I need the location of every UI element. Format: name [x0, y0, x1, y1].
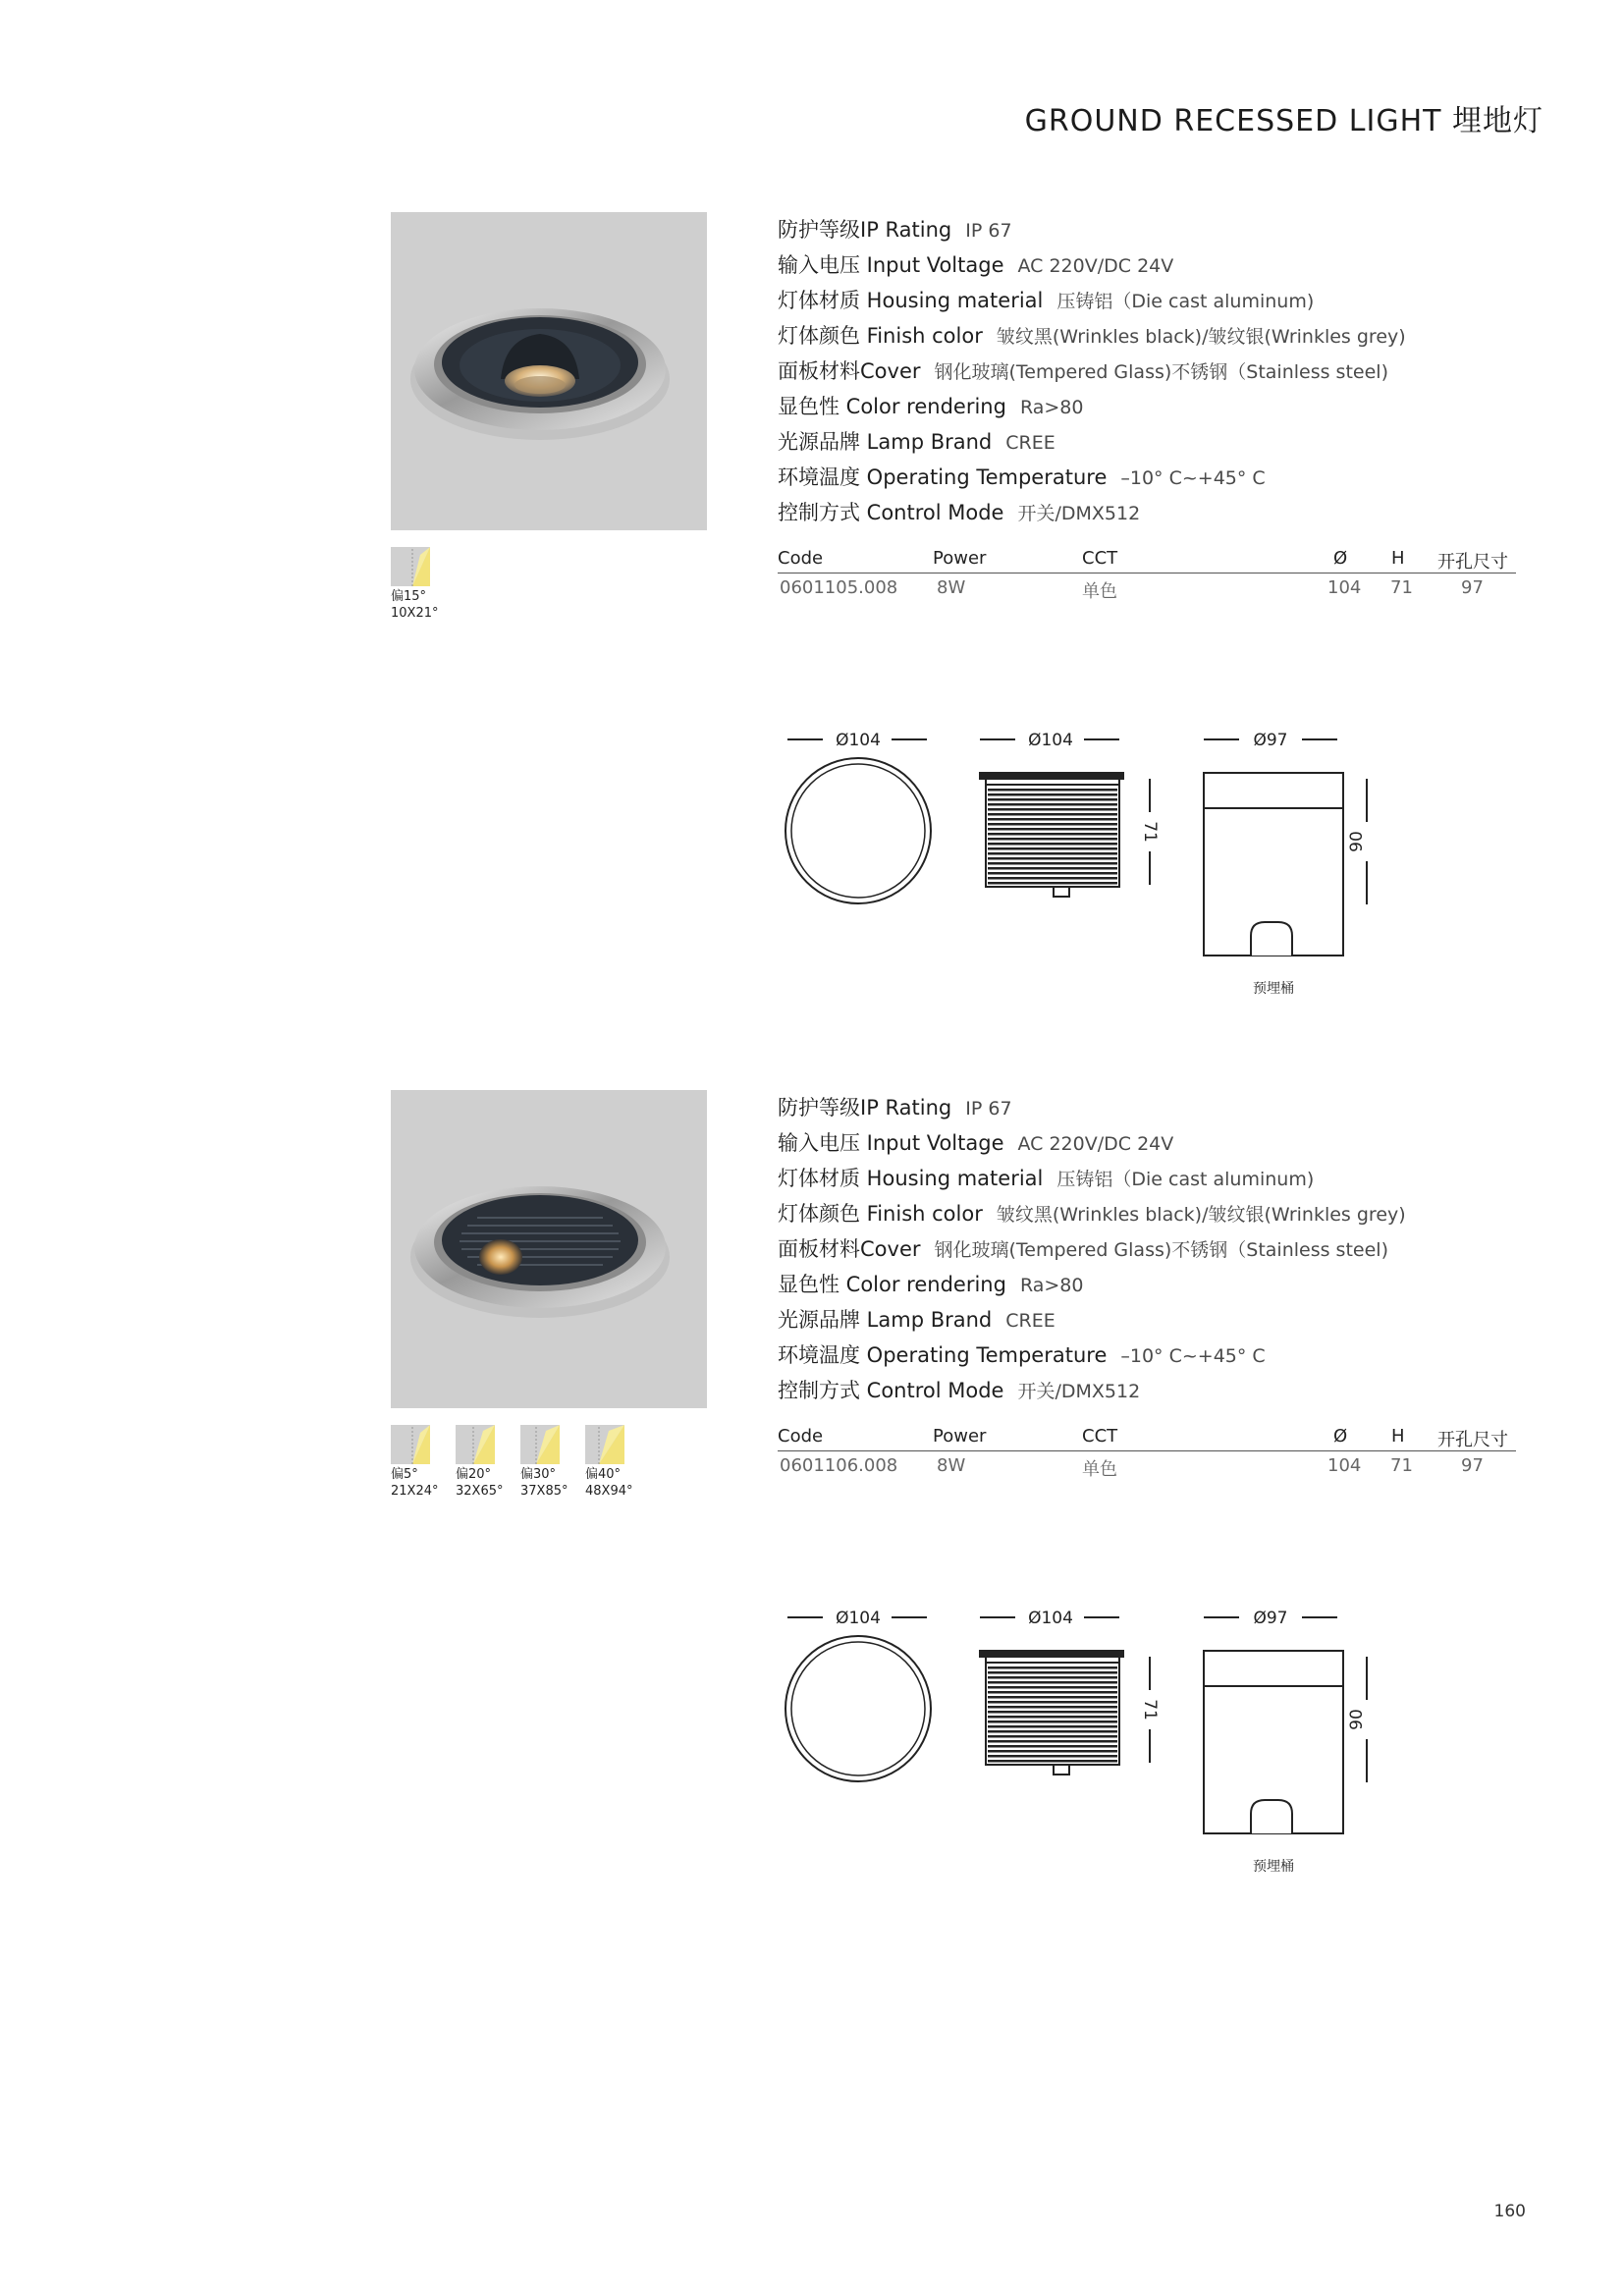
header-height: H — [1391, 1426, 1405, 1447]
spec-row-finish-color — [778, 1196, 1524, 1231]
spec-value: AC 220V/DC 24V — [1017, 1133, 1174, 1155]
spec-value: IP 67 — [965, 220, 1012, 242]
spec-label: 环境温度 Operating Temperature — [778, 465, 1108, 489]
side-height-label: 71 — [1140, 1699, 1160, 1720]
spec-value: 钢化玻璃(Tempered Glass)不锈钢（Stainless steel) — [934, 1239, 1388, 1261]
header-power: Power — [933, 1426, 987, 1447]
spec-row-housing-material — [778, 283, 1524, 318]
spec-label: 光源品牌 Lamp Brand — [778, 430, 993, 454]
box-height-label: 90 — [1347, 831, 1367, 852]
spec-value: Ra>80 — [1019, 397, 1084, 418]
spec-value: CREE — [1005, 1310, 1056, 1332]
spec-label: 灯体颜色 Finish color — [778, 1202, 983, 1226]
side-diameter-label: Ø104 — [1028, 1609, 1073, 1628]
product-section-2 — [0, 1090, 1624, 1935]
technical-drawing — [776, 1606, 1384, 1890]
spec-value: 钢化玻璃(Tempered Glass)不锈钢（Stainless steel) — [934, 361, 1388, 383]
spec-value: IP 67 — [965, 1098, 1012, 1120]
spec-label: 光源品牌 Lamp Brand — [778, 1308, 993, 1332]
spec-label: 灯体材质 Housing material — [778, 1167, 1044, 1190]
spec-label: 环境温度 Operating Temperature — [778, 1343, 1108, 1367]
page-title: GROUND RECESSED LIGHT 埋地灯 — [1024, 104, 1543, 138]
beam-angle-icon — [391, 1425, 430, 1464]
product-photo — [391, 212, 707, 530]
header-cct: CCT — [1082, 548, 1118, 569]
spec-label: 防护等级IP Rating — [778, 1096, 952, 1120]
side-view-fins — [986, 1663, 1119, 1765]
spec-row-operating-temperature — [778, 460, 1524, 495]
beam-size: 10X21° — [391, 606, 439, 621]
side-diameter-label: Ø104 — [1028, 731, 1073, 750]
spec-label: 显色性 Color rendering — [778, 1273, 1006, 1296]
spec-list — [778, 1090, 1524, 1408]
header-height: H — [1391, 548, 1405, 569]
beam-size: 48X94° — [585, 1484, 633, 1499]
spec-label: 灯体颜色 Finish color — [778, 324, 983, 348]
cell-height: 71 — [1390, 577, 1413, 598]
beam-angle-icon — [520, 1425, 560, 1464]
spec-value: 开关/DMX512 — [1017, 1381, 1141, 1402]
cell-cct: 单色 — [1082, 1459, 1117, 1480]
spec-label: 防护等级IP Rating — [778, 218, 952, 242]
beam-option — [391, 547, 448, 622]
cell-cutout: 97 — [1461, 1455, 1484, 1476]
spec-label: 面板材料Cover — [778, 359, 921, 383]
spec-label: 灯体材质 Housing material — [778, 289, 1044, 312]
beam-angle: 偏20° — [456, 1467, 492, 1482]
header-diameter: Ø — [1333, 1426, 1348, 1447]
beam-option — [456, 1425, 513, 1500]
box-label: 预埋桶 — [1253, 981, 1294, 997]
spec-row-control-mode — [778, 495, 1524, 530]
header-diameter: Ø — [1333, 548, 1348, 569]
box-diameter-label: Ø97 — [1253, 731, 1288, 750]
beam-angle: 偏40° — [585, 1467, 622, 1482]
page-number: 160 — [1493, 2202, 1526, 2221]
spec-label: 控制方式 Control Mode — [778, 501, 1004, 524]
box-diameter-label: Ø97 — [1253, 1609, 1288, 1628]
cell-power: 8W — [937, 1455, 966, 1476]
side-view-fins — [986, 785, 1119, 887]
beam-angle-icon — [456, 1425, 495, 1464]
cell-cutout: 97 — [1461, 577, 1484, 598]
cell-code: 0601106.008 — [780, 1455, 898, 1476]
spec-value: 皱纹黑(Wrinkles black)/皱纹银(Wrinkles grey) — [996, 326, 1406, 348]
spec-value: –10° C~+45° C — [1120, 1345, 1266, 1367]
header-power: Power — [933, 548, 987, 569]
dimension-drawings — [776, 728, 1384, 1012]
spec-row-color-rendering — [778, 1267, 1524, 1302]
spec-row-ip-rating — [778, 1090, 1524, 1125]
spec-value: 皱纹黑(Wrinkles black)/皱纹银(Wrinkles grey) — [996, 1204, 1406, 1226]
spec-row-input-voltage — [778, 247, 1524, 283]
spec-row-cover — [778, 1231, 1524, 1267]
header-cct: CCT — [1082, 1426, 1118, 1447]
spec-row-operating-temperature — [778, 1338, 1524, 1373]
spec-value: –10° C~+45° C — [1120, 467, 1266, 489]
header-cutout: 开孔尺寸 — [1437, 552, 1508, 573]
cell-cct: 单色 — [1082, 581, 1117, 602]
spec-row-lamp-brand — [778, 424, 1524, 460]
spec-list — [778, 212, 1524, 530]
beam-angle: 偏30° — [520, 1467, 557, 1482]
technical-drawing — [776, 728, 1384, 1012]
spec-row-housing-material — [778, 1161, 1524, 1196]
ground-light-image — [391, 212, 707, 530]
spec-row-lamp-brand — [778, 1302, 1524, 1338]
front-diameter-label: Ø104 — [836, 731, 881, 750]
front-diameter-label: Ø104 — [836, 1609, 881, 1628]
table-divider — [778, 573, 1516, 574]
beam-size: 37X85° — [520, 1484, 568, 1499]
cell-diameter: 104 — [1327, 577, 1362, 598]
spec-label: 输入电压 Input Voltage — [778, 253, 1004, 277]
beam-option — [520, 1425, 577, 1500]
cell-code: 0601105.008 — [780, 577, 898, 598]
spec-value: 压铸铝（Die cast aluminum) — [1056, 1169, 1315, 1190]
spec-value: CREE — [1005, 432, 1056, 454]
beam-angle-icon — [391, 547, 430, 586]
spec-label: 面板材料Cover — [778, 1237, 921, 1261]
box-label: 预埋桶 — [1253, 1859, 1294, 1875]
ground-light-image — [391, 1090, 707, 1408]
header-code: Code — [778, 548, 824, 569]
beam-option — [585, 1425, 642, 1500]
beam-option — [391, 1425, 448, 1500]
spec-row-control-mode — [778, 1373, 1524, 1408]
spec-row-cover — [778, 354, 1524, 389]
spec-value: Ra>80 — [1019, 1275, 1084, 1296]
box-height-label: 90 — [1347, 1709, 1367, 1730]
spec-row-input-voltage — [778, 1125, 1524, 1161]
spec-value: 压铸铝（Die cast aluminum) — [1056, 291, 1315, 312]
cell-height: 71 — [1390, 1455, 1413, 1476]
beam-size: 32X65° — [456, 1484, 504, 1499]
cell-power: 8W — [937, 577, 966, 598]
spec-value: 开关/DMX512 — [1017, 503, 1141, 524]
spec-value: AC 220V/DC 24V — [1017, 255, 1174, 277]
side-height-label: 71 — [1140, 821, 1160, 843]
spec-row-ip-rating — [778, 212, 1524, 247]
beam-angle: 偏15° — [391, 589, 427, 604]
product-photo — [391, 1090, 707, 1408]
spec-label: 输入电压 Input Voltage — [778, 1131, 1004, 1155]
beam-size: 21X24° — [391, 1484, 439, 1499]
spec-row-finish-color — [778, 318, 1524, 354]
header-cutout: 开孔尺寸 — [1437, 1430, 1508, 1450]
beam-angle-icon — [585, 1425, 624, 1464]
table-divider — [778, 1450, 1516, 1451]
beam-angle: 偏5° — [391, 1467, 418, 1482]
product-section-1 — [0, 212, 1624, 1057]
header-code: Code — [778, 1426, 824, 1447]
dimension-drawings — [776, 1606, 1384, 1890]
spec-label: 控制方式 Control Mode — [778, 1379, 1004, 1402]
spec-label: 显色性 Color rendering — [778, 395, 1006, 418]
cell-diameter: 104 — [1327, 1455, 1362, 1476]
spec-row-color-rendering — [778, 389, 1524, 424]
